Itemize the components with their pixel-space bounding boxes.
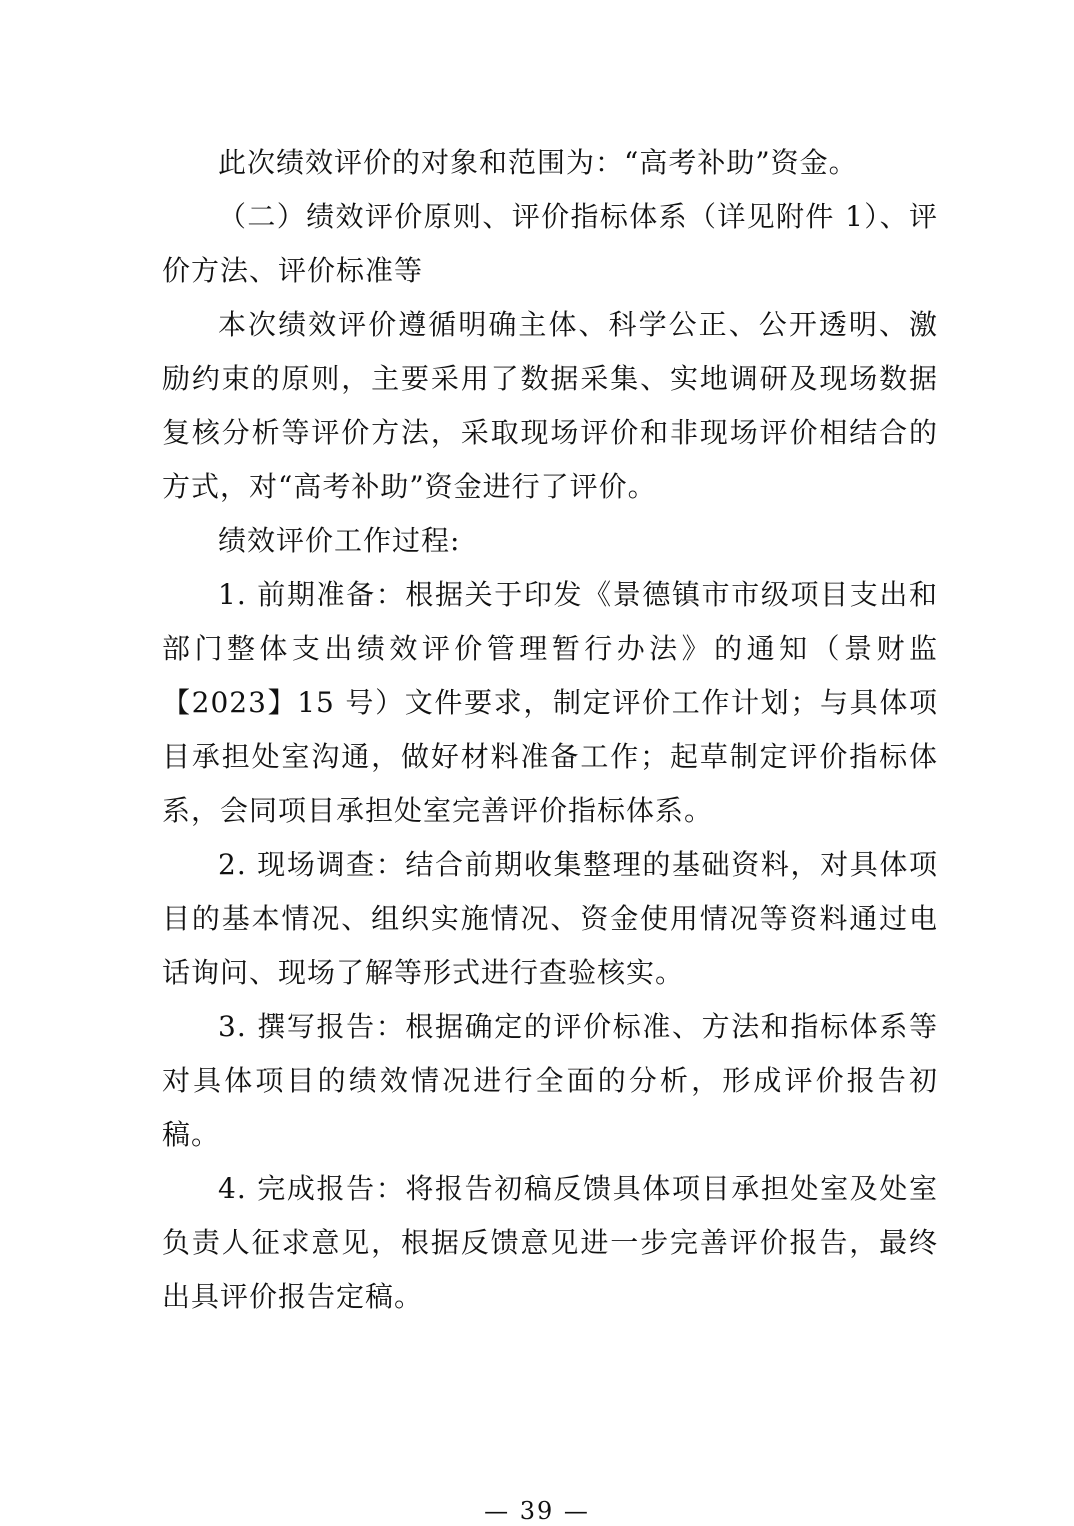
section-heading-principles: （二）绩效评价原则、评价指标体系（详见附件 1）、评价方法、评价标准等: [162, 200, 938, 287]
paragraph-scope: 此次绩效评价的对象和范围为：“高考补助”资金。: [218, 146, 858, 179]
page-number: — 39 —: [484, 1497, 590, 1525]
paragraph-process-intro: 绩效评价工作过程:: [218, 524, 461, 557]
paragraph-principles: 本次绩效评价遵循明确主体、科学公正、公开透明、激励约束的原则，主要采用了数据采集、实地调研及现场数据复核分析等评价方法，采取现场评价和非现场评价相结合的方式，对“高考补助”资金进行了评价。: [162, 308, 938, 503]
paragraph-step-1: 1. 前期准备：根据关于印发《景德镇市市级项目支出和部门整体支出绩效评价管理暂行办法》的通知（景财监【2023】15 号）文件要求，制定评价工作计划；与具体项目承担处室沟通，做好材料准备工作；起草制定评价指标体系，会同项目承担处室完善评价指标体系。: [162, 578, 938, 827]
paragraph-step-4: 4. 完成报告：将报告初稿反馈具体项目承担处室及处室负责人征求意见，根据反馈意见进一步完善评价报告，最终出具评价报告定稿。: [162, 1172, 938, 1313]
document-body: [162, 136, 938, 1324]
paragraph-step-3: 3. 撰写报告：根据确定的评价标准、方法和指标体系等对具体项目的绩效情况进行全面的分析，形成评价报告初稿。: [162, 1010, 938, 1151]
paragraph-step-2: 2. 现场调查：结合前期收集整理的基础资料，对具体项目的基本情况、组织实施情况、资金使用情况等资料通过电话询问、现场了解等形式进行查验核实。: [162, 848, 938, 989]
